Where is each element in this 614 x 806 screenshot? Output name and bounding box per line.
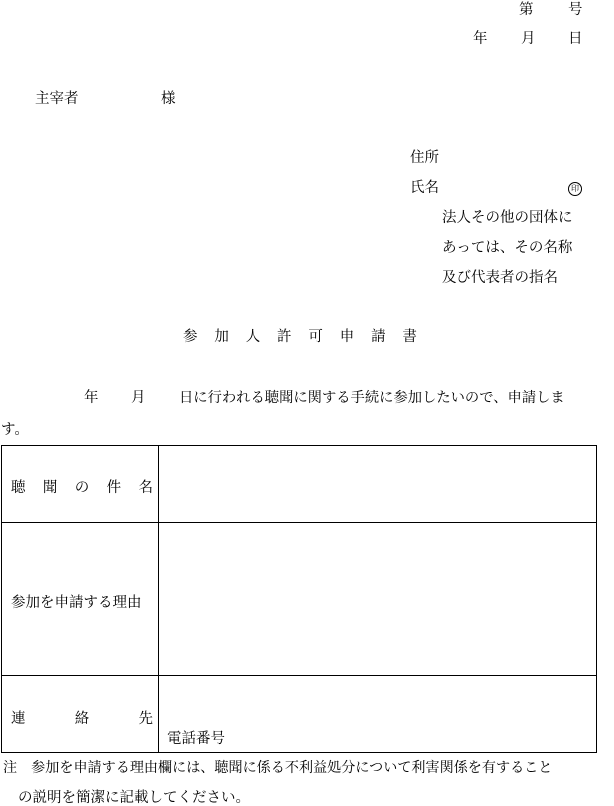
label-char: 連 [11, 711, 26, 727]
reason-label-cell [2, 523, 159, 676]
label-char: 聴 [11, 480, 26, 496]
contact-field[interactable] [159, 676, 597, 753]
contact-label [11, 707, 153, 728]
note-line-1: 注 参加を申請する理由欄には、聴聞に係る不利益処分について利害関係を有すること [3, 760, 553, 776]
address-label: 住所 [410, 150, 439, 166]
addressee-honorific: 様 [161, 91, 176, 107]
seal-mark: 印 [568, 182, 582, 196]
title-char: 参 [183, 329, 198, 345]
corporate-note-line-3: 及び代表者の指名 [442, 270, 558, 286]
title-char: 人 [245, 329, 261, 345]
date-day: 日 [568, 31, 583, 47]
body-year: 年 [84, 390, 99, 406]
hearing-subject-label-cell [2, 446, 159, 523]
label-char: 件 [106, 480, 122, 496]
application-form-table [1, 445, 597, 753]
label-char: 先 [138, 711, 153, 727]
body-line-2: す。 [1, 422, 29, 438]
title-char: 書 [402, 329, 417, 345]
row-reason [2, 523, 597, 676]
row-hearing-subject [2, 446, 597, 523]
label-char: 聞 [42, 480, 58, 496]
title-char: 許 [277, 329, 292, 345]
contact-label-cell [2, 676, 159, 753]
hearing-subject-field[interactable] [159, 446, 597, 523]
body-month: 月 [131, 390, 146, 406]
row-contact [2, 676, 597, 753]
document-title [183, 330, 417, 345]
hearing-subject-label [11, 476, 153, 497]
number-suffix: 号 [568, 2, 583, 18]
note-line-2: の説明を簡潔に記載してください。 [18, 790, 250, 806]
date-year: 年 [473, 31, 488, 47]
reason-field[interactable] [159, 523, 597, 676]
corporate-note-line-2: あっては、その名称 [442, 240, 573, 256]
label-char: 絡 [74, 711, 90, 727]
title-char: 請 [371, 329, 386, 345]
title-char: 可 [308, 329, 323, 345]
title-char: 申 [339, 329, 355, 345]
date-month: 月 [521, 31, 536, 47]
number-prefix: 第 [519, 2, 534, 18]
phone-number-label: 電話番号 [167, 731, 225, 747]
title-char: 加 [214, 329, 229, 345]
body-line-1: 日に行われる聴聞に関する手続に参加したいので、申請しま [179, 390, 565, 406]
corporate-note-line-1: 法人その他の団体に [442, 210, 573, 226]
addressee-name: 主宰者 [35, 91, 79, 107]
reason-label: 参加を申請する理由 [11, 595, 142, 611]
label-char: 名 [138, 480, 153, 496]
label-char: の [74, 480, 90, 496]
name-label: 氏名 [410, 180, 439, 196]
